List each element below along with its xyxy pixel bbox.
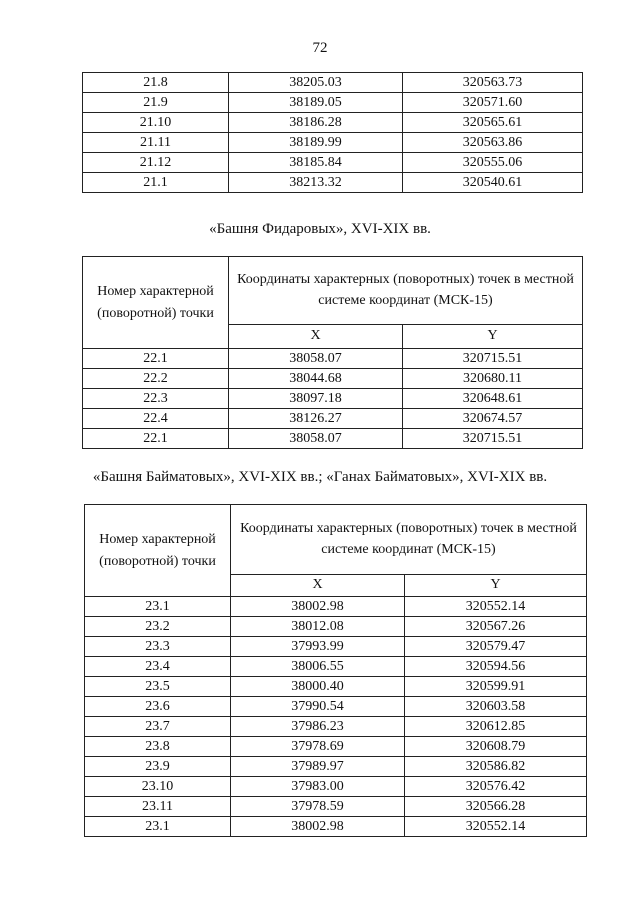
header-coordinates: Координаты характерных (поворотных) точек в местной системе координат (МСК-15) bbox=[231, 505, 587, 575]
y-coordinate-cell: 320555.06 bbox=[403, 153, 583, 173]
y-coordinate-cell: 320612.85 bbox=[405, 717, 587, 737]
section-title-fidarov-tower: «Башня Фидаровых», XVI-XIX вв. bbox=[209, 221, 431, 237]
y-coordinate-cell: 320715.51 bbox=[403, 429, 583, 449]
y-coordinate-cell: 320579.47 bbox=[405, 637, 587, 657]
x-coordinate-cell: 38205.03 bbox=[229, 73, 403, 93]
point-number-cell: 23.8 bbox=[85, 737, 231, 757]
table-row bbox=[85, 637, 587, 657]
point-number-cell: 23.1 bbox=[85, 597, 231, 617]
y-coordinate-cell: 320540.61 bbox=[403, 173, 583, 193]
point-number-cell: 21.12 bbox=[83, 153, 229, 173]
point-number-cell: 22.2 bbox=[83, 369, 229, 389]
y-coordinate-cell: 320594.56 bbox=[405, 657, 587, 677]
point-number-cell: 21.10 bbox=[83, 113, 229, 133]
table-row bbox=[85, 617, 587, 637]
table-row bbox=[85, 677, 587, 697]
y-coordinate-cell: 320563.86 bbox=[403, 133, 583, 153]
x-coordinate-cell: 37989.97 bbox=[231, 757, 405, 777]
point-number-cell: 23.9 bbox=[85, 757, 231, 777]
table-row bbox=[83, 113, 583, 133]
x-coordinate-cell: 38185.84 bbox=[229, 153, 403, 173]
header-point-number: Номер характерной (поворотной) точки bbox=[85, 505, 231, 597]
table-body bbox=[83, 73, 583, 193]
point-number-cell: 22.4 bbox=[83, 409, 229, 429]
y-coordinate-cell: 320566.28 bbox=[405, 797, 587, 817]
table-row bbox=[85, 737, 587, 757]
x-coordinate-cell: 38006.55 bbox=[231, 657, 405, 677]
x-coordinate-cell: 38189.05 bbox=[229, 93, 403, 113]
y-coordinate-cell: 320552.14 bbox=[405, 817, 587, 837]
point-number-cell: 22.3 bbox=[83, 389, 229, 409]
table-row bbox=[83, 173, 583, 193]
y-coordinate-cell: 320648.61 bbox=[403, 389, 583, 409]
table-row bbox=[83, 93, 583, 113]
y-coordinate-cell: 320680.11 bbox=[403, 369, 583, 389]
point-number-cell: 23.4 bbox=[85, 657, 231, 677]
x-coordinate-cell: 37978.69 bbox=[231, 737, 405, 757]
y-coordinate-cell: 320576.42 bbox=[405, 777, 587, 797]
y-coordinate-cell: 320674.57 bbox=[403, 409, 583, 429]
x-coordinate-cell: 38058.07 bbox=[229, 349, 403, 369]
table-row bbox=[83, 349, 583, 369]
x-coordinate-cell: 37978.59 bbox=[231, 797, 405, 817]
table-row bbox=[83, 73, 583, 93]
point-number-cell: 21.11 bbox=[83, 133, 229, 153]
table-row bbox=[85, 777, 587, 797]
table-row bbox=[85, 657, 587, 677]
y-coordinate-cell: 320599.91 bbox=[405, 677, 587, 697]
coordinates-table-23 bbox=[84, 504, 587, 837]
table-row bbox=[83, 429, 583, 449]
y-coordinate-cell: 320565.61 bbox=[403, 113, 583, 133]
x-coordinate-cell: 38213.32 bbox=[229, 173, 403, 193]
point-number-cell: 23.5 bbox=[85, 677, 231, 697]
y-coordinate-cell: 320608.79 bbox=[405, 737, 587, 757]
table-row bbox=[83, 153, 583, 173]
x-coordinate-cell: 38058.07 bbox=[229, 429, 403, 449]
point-number-cell: 22.1 bbox=[83, 349, 229, 369]
x-coordinate-cell: 37990.54 bbox=[231, 697, 405, 717]
y-coordinate-cell: 320552.14 bbox=[405, 597, 587, 617]
coordinates-table-21 bbox=[82, 72, 583, 193]
x-coordinate-cell: 38097.18 bbox=[229, 389, 403, 409]
table-row bbox=[83, 389, 583, 409]
x-coordinate-cell: 38000.40 bbox=[231, 677, 405, 697]
x-coordinate-cell: 37993.99 bbox=[231, 637, 405, 657]
header-y: Y bbox=[405, 574, 587, 596]
table-row bbox=[83, 369, 583, 389]
header-coordinates: Координаты характерных (поворотных) точек в местной системе координат (МСК-15) bbox=[229, 257, 583, 325]
x-coordinate-cell: 37983.00 bbox=[231, 777, 405, 797]
point-number-cell: 23.6 bbox=[85, 697, 231, 717]
table-row bbox=[83, 409, 583, 429]
header-point-number: Номер характерной (поворотной) точки bbox=[83, 257, 229, 349]
x-coordinate-cell: 38044.68 bbox=[229, 369, 403, 389]
header-x: X bbox=[229, 324, 403, 348]
x-coordinate-cell: 38002.98 bbox=[231, 817, 405, 837]
table-row bbox=[85, 797, 587, 817]
page-number: 72 bbox=[312, 40, 328, 56]
section-title-baymatov-tower: «Башня Байматовых», XVI-XIX вв.; «Ганах Байматовых», XVI-XIX вв. bbox=[92, 469, 548, 485]
point-number-cell: 23.1 bbox=[85, 817, 231, 837]
x-coordinate-cell: 38012.08 bbox=[231, 617, 405, 637]
y-coordinate-cell: 320563.73 bbox=[403, 73, 583, 93]
table-row bbox=[85, 817, 587, 837]
point-number-cell: 22.1 bbox=[83, 429, 229, 449]
table-body bbox=[85, 597, 587, 837]
header-x: X bbox=[231, 574, 405, 596]
table-row bbox=[85, 757, 587, 777]
point-number-cell: 23.3 bbox=[85, 637, 231, 657]
table-row bbox=[85, 597, 587, 617]
point-number-cell: 23.11 bbox=[85, 797, 231, 817]
x-coordinate-cell: 38002.98 bbox=[231, 597, 405, 617]
point-number-cell: 21.8 bbox=[83, 73, 229, 93]
table-body bbox=[83, 349, 583, 449]
x-coordinate-cell: 38189.99 bbox=[229, 133, 403, 153]
point-number-cell: 23.10 bbox=[85, 777, 231, 797]
x-coordinate-cell: 38186.28 bbox=[229, 113, 403, 133]
coordinates-table-22 bbox=[82, 256, 583, 449]
x-coordinate-cell: 38126.27 bbox=[229, 409, 403, 429]
point-number-cell: 23.2 bbox=[85, 617, 231, 637]
point-number-cell: 21.1 bbox=[83, 173, 229, 193]
table-row bbox=[85, 697, 587, 717]
x-coordinate-cell: 37986.23 bbox=[231, 717, 405, 737]
point-number-cell: 21.9 bbox=[83, 93, 229, 113]
y-coordinate-cell: 320715.51 bbox=[403, 349, 583, 369]
y-coordinate-cell: 320571.60 bbox=[403, 93, 583, 113]
point-number-cell: 23.7 bbox=[85, 717, 231, 737]
y-coordinate-cell: 320567.26 bbox=[405, 617, 587, 637]
table-row bbox=[83, 133, 583, 153]
header-y: Y bbox=[403, 324, 583, 348]
table-row bbox=[85, 717, 587, 737]
y-coordinate-cell: 320586.82 bbox=[405, 757, 587, 777]
y-coordinate-cell: 320603.58 bbox=[405, 697, 587, 717]
